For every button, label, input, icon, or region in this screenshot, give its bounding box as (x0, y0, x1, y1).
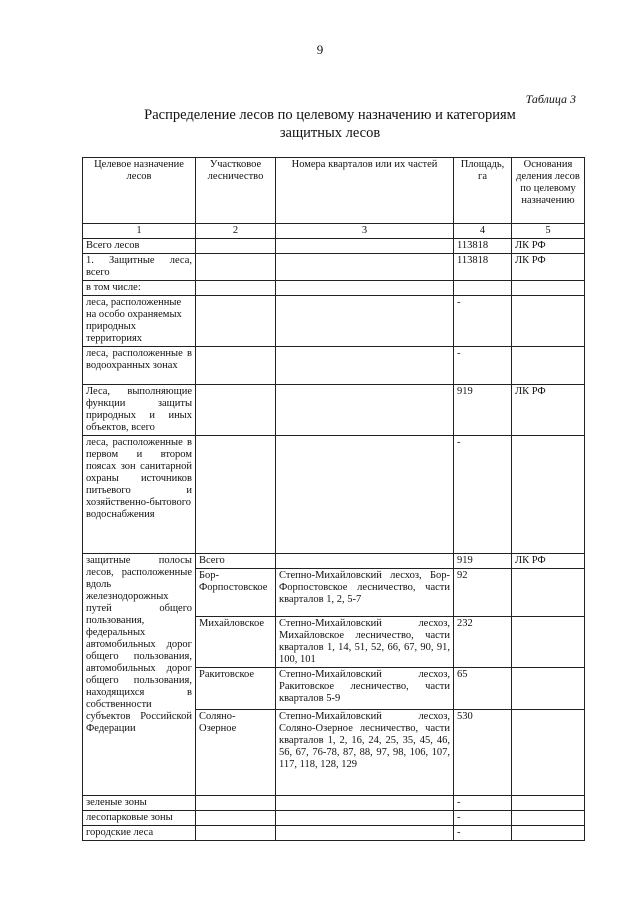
table-row (83, 796, 585, 811)
table-label: Таблица 3 (525, 92, 576, 106)
row-district: Михайловское (196, 617, 276, 668)
row-purpose: зеленые зоны (83, 796, 196, 811)
row-area: - (454, 796, 512, 811)
column-number-row (83, 224, 585, 239)
table-row (83, 826, 585, 841)
row-quarters: Степно-Михайловский лесхоз, Бор-Форпостовское лесничество, части кварталов 1, 2, 5-7 (276, 569, 454, 617)
row-basis: ЛК РФ (512, 239, 585, 254)
table-row (83, 811, 585, 826)
table-row (83, 385, 585, 436)
row-area: - (454, 436, 512, 554)
row-purpose: защитные полосы лесов, расположенные вдоль железнодорожных путей общего пользования, федеральных автомобильных дорог общего пользования, автомобильных дорог общего пользования, находящихся в собственности субъектов Российской Федерации (83, 554, 196, 796)
header-area: Площадь, га (454, 158, 512, 224)
row-area: 530 (454, 710, 512, 796)
row-area: 232 (454, 617, 512, 668)
row-quarters (276, 554, 454, 569)
row-purpose: лесопарковые зоны (83, 811, 196, 826)
row-area: - (454, 347, 512, 385)
row-area: - (454, 811, 512, 826)
row-purpose: леса, расположенные в первом и втором поясах зон санитарной охраны источников питьевого и хозяйственно-бытового водоснабжения (83, 436, 196, 554)
table-row (83, 436, 585, 554)
col-number-4: 4 (454, 224, 512, 239)
row-basis: ЛК РФ (512, 385, 585, 436)
title-line-1: Распределение лесов по целевому назначению и категориям (144, 107, 516, 123)
row-quarters: Степно-Михайловский лесхоз, Ракитовское лесничество, части кварталов 5-9 (276, 668, 454, 710)
row-purpose: леса, расположенные в водоохранных зонах (83, 347, 196, 385)
row-purpose: Всего лесов (83, 239, 196, 254)
row-district: Соляно-Озерное (196, 710, 276, 796)
forest-distribution-table (82, 157, 585, 841)
col-number-2: 2 (196, 224, 276, 239)
document-title (80, 106, 580, 142)
header-basis: Основания деления лесов по целевому назначению (512, 158, 585, 224)
title-line-2: защитных лесов (279, 125, 381, 141)
header-row (83, 158, 585, 224)
row-quarters: Степно-Михайловский лесхоз, Михайловское лесничество, части кварталов 1, 14, 51, 52, 66, 67, 90, 91, 100, 101 (276, 617, 454, 668)
row-purpose: леса, расположенные на особо охраняемых природных территориях (83, 296, 196, 347)
table-row (83, 296, 585, 347)
row-purpose: 1. Защитные леса, всего (83, 254, 196, 281)
table-row (83, 281, 585, 296)
row-area: 92 (454, 569, 512, 617)
row-purpose: в том числе: (83, 281, 196, 296)
header-purpose: Целевое назначение лесов (83, 158, 196, 224)
table-row (83, 554, 585, 569)
row-purpose: городские леса (83, 826, 196, 841)
row-area: 113818 (454, 239, 512, 254)
row-quarters: Степно-Михайловский лесхоз, Соляно-Озерное лесничество, части кварталов 1, 2, 16, 24, 25, 35, 45, 46, 56, 67, 76-78, 87, 88, 97, 98, 106, 107, 117, 118, 128, 129 (276, 710, 454, 796)
header-quarters: Номера кварталов или их частей (276, 158, 454, 224)
col-number-5: 5 (512, 224, 585, 239)
row-area: 919 (454, 385, 512, 436)
row-district: Бор-Форпостовское (196, 569, 276, 617)
row-area: - (454, 296, 512, 347)
table-row (83, 239, 585, 254)
row-basis: ЛК РФ (512, 554, 585, 569)
row-basis: ЛК РФ (512, 254, 585, 281)
row-district: Всего (196, 554, 276, 569)
table-row (83, 347, 585, 385)
row-area: - (454, 826, 512, 841)
row-purpose: Леса, выполняющие функции защиты природных и иных объектов, всего (83, 385, 196, 436)
table-row (83, 254, 585, 281)
row-area: 919 (454, 554, 512, 569)
col-number-1: 1 (83, 224, 196, 239)
header-district: Участковое лесничество (196, 158, 276, 224)
row-area: 65 (454, 668, 512, 710)
col-number-3: 3 (276, 224, 454, 239)
row-district: Ракитовское (196, 668, 276, 710)
row-area: 113818 (454, 254, 512, 281)
page-number: 9 (316, 42, 324, 57)
